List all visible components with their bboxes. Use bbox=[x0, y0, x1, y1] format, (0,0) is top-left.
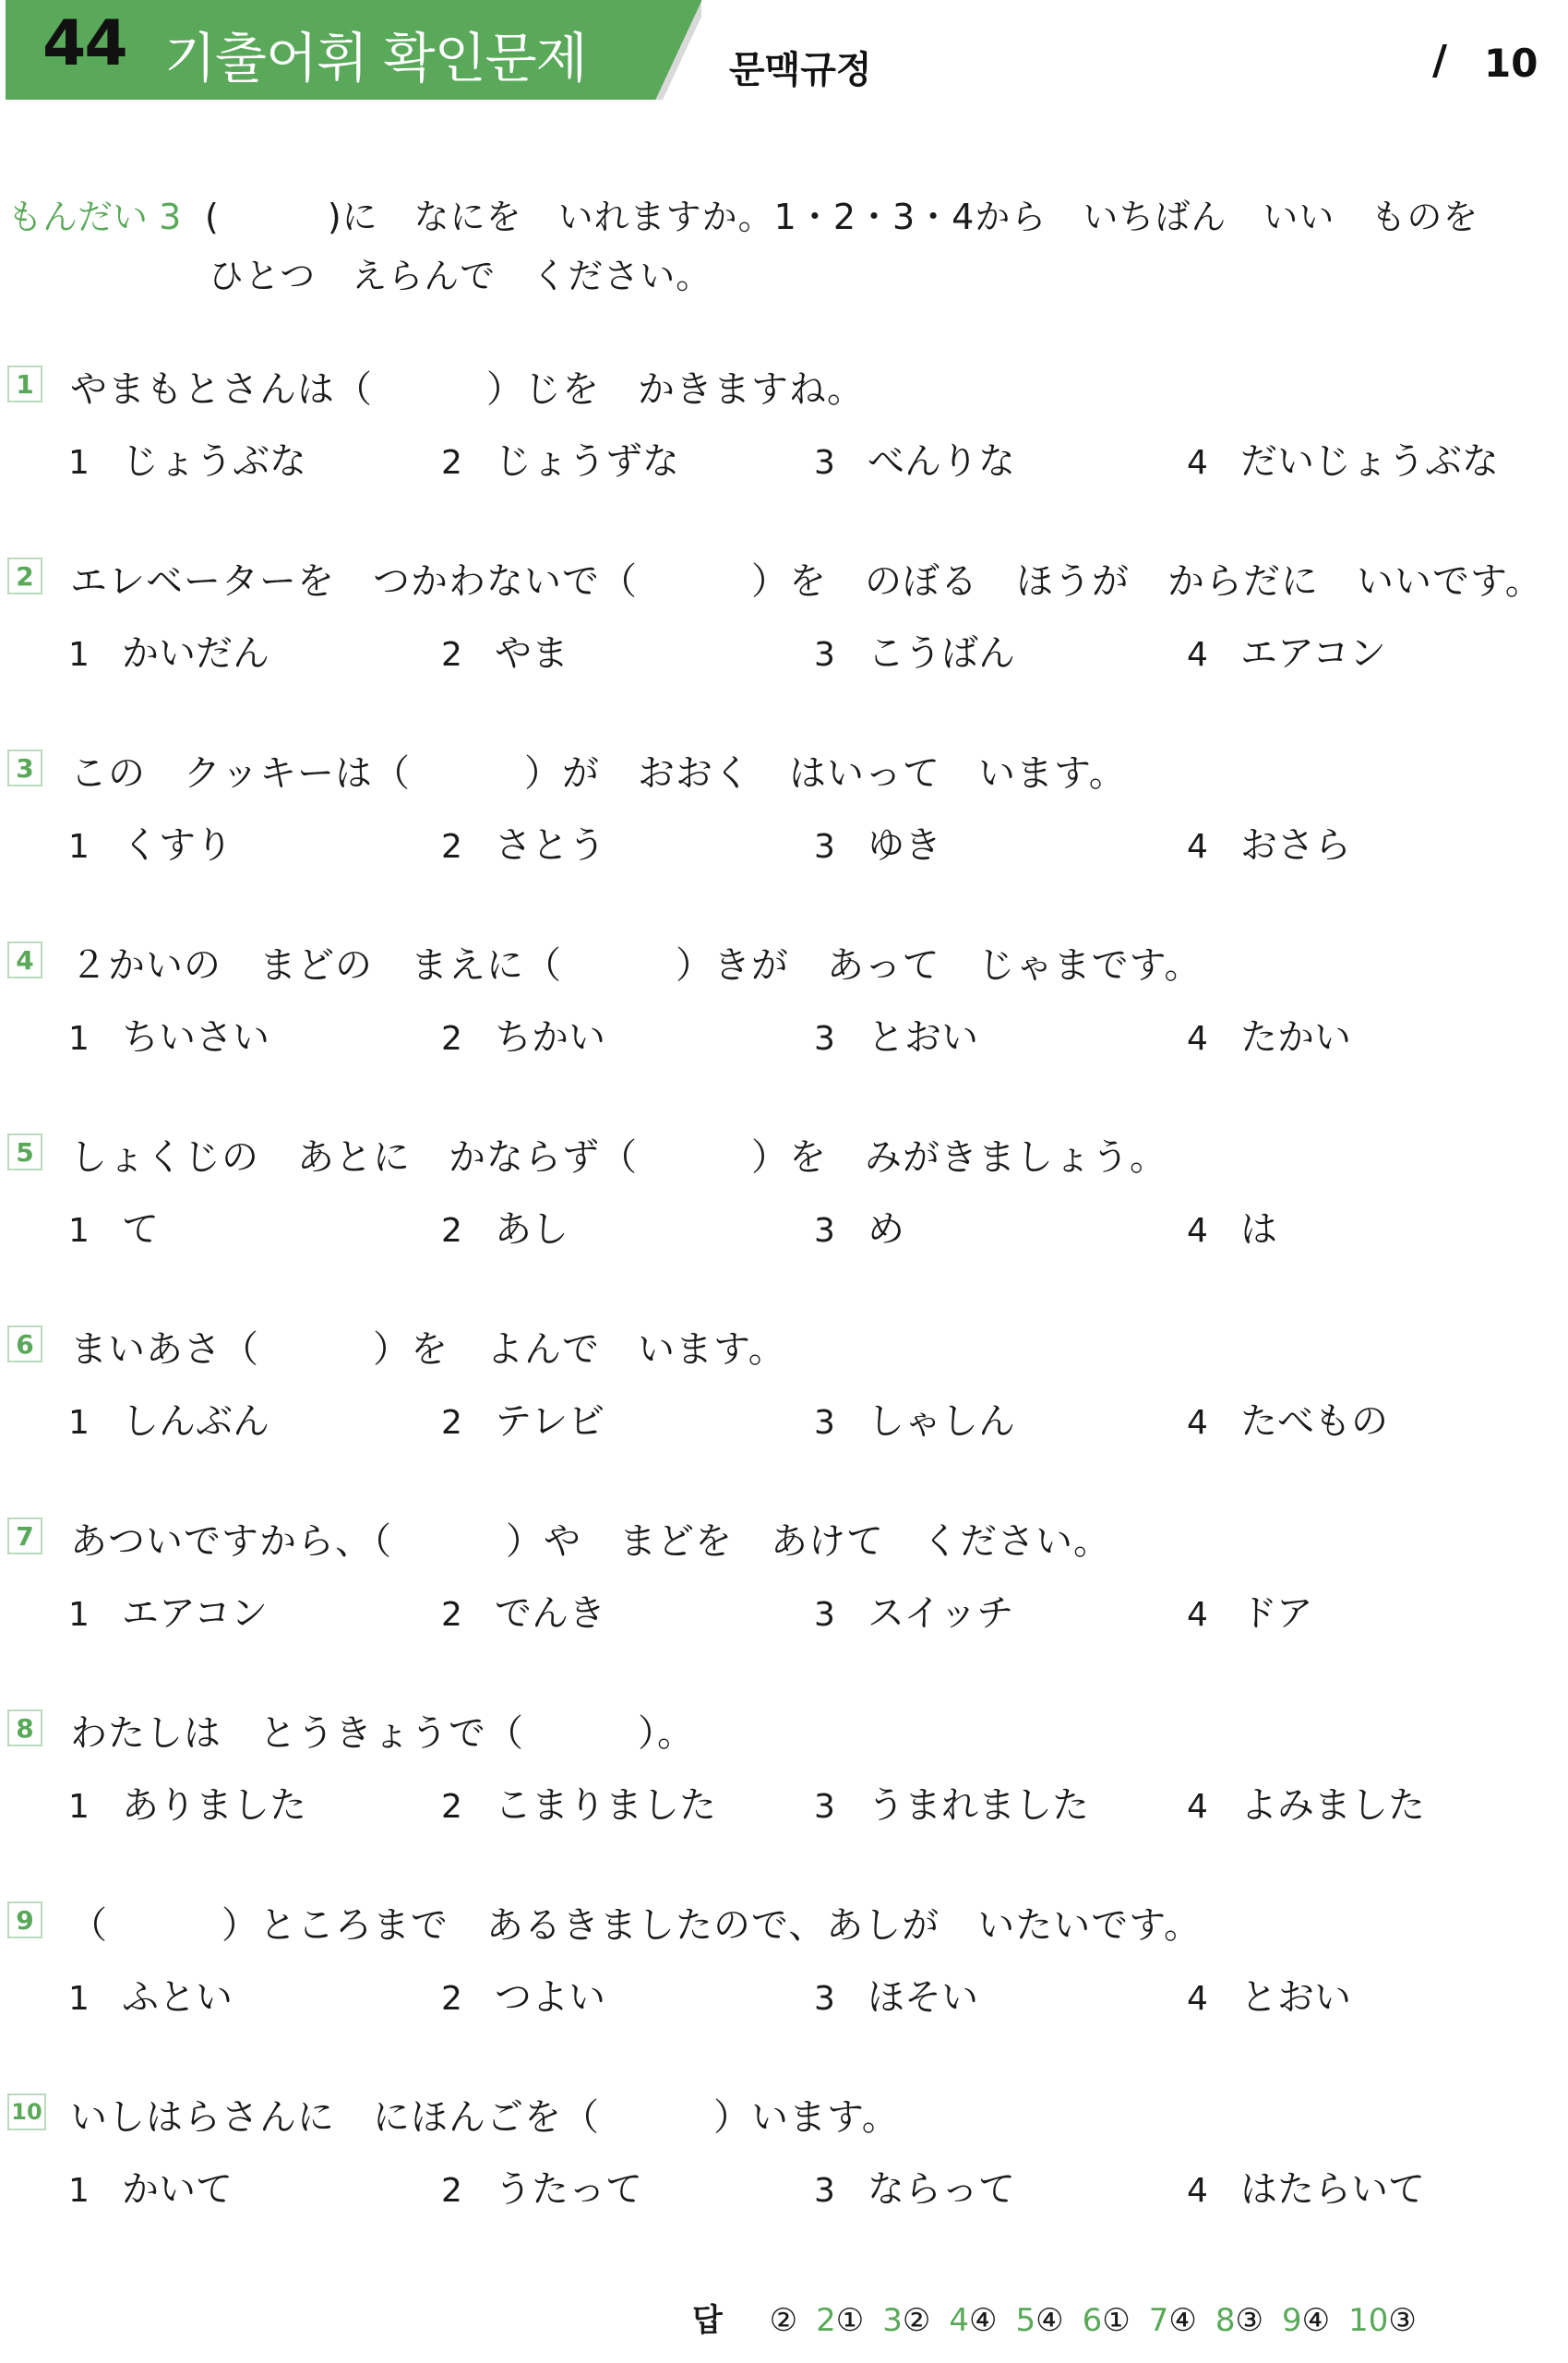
answer-item-number: 2 bbox=[816, 2302, 836, 2339]
option-number: 1 bbox=[68, 1404, 90, 1442]
instruction-line-2: ひとつ えらんで ください。 bbox=[209, 256, 712, 296]
question-number-badge: 5 bbox=[7, 1134, 42, 1170]
answer-item-choice: ④ bbox=[1168, 2302, 1197, 2339]
unit-number: 44 bbox=[42, 7, 126, 80]
option-text: うたって bbox=[495, 2168, 642, 2211]
answer-item bbox=[1016, 2302, 1064, 2339]
question-text: やまもとさんは（ ）じを かきますね。 bbox=[70, 368, 865, 411]
question-3 bbox=[0, 744, 1568, 901]
question-number-badge: 4 bbox=[7, 942, 42, 978]
option-2[interactable] bbox=[441, 1008, 605, 1061]
option-number: 1 bbox=[68, 1020, 90, 1058]
question-number-badge: 10 bbox=[7, 2093, 46, 2130]
question-text: （ ）ところまで あるきましたので、あしが いたいです。 bbox=[70, 1904, 1202, 1947]
answer-key-items bbox=[770, 2302, 1435, 2339]
option-number: 1 bbox=[68, 828, 90, 866]
option-2[interactable] bbox=[441, 816, 605, 869]
answer-item-number: 10 bbox=[1348, 2302, 1389, 2339]
option-3[interactable] bbox=[814, 1968, 978, 2021]
option-text: スイッチ bbox=[868, 1592, 1014, 1635]
answer-item-number: 5 bbox=[1015, 2302, 1036, 2339]
answer-item-choice: ② bbox=[769, 2302, 798, 2339]
option-4[interactable] bbox=[1187, 2160, 1425, 2213]
option-text: ちいさい bbox=[122, 1016, 269, 1059]
option-text: エアコン bbox=[1240, 632, 1386, 675]
option-number: 2 bbox=[441, 1020, 462, 1058]
answer-item-number: 4 bbox=[949, 2302, 970, 2339]
option-3[interactable] bbox=[814, 816, 941, 869]
option-number: 2 bbox=[441, 1788, 462, 1826]
option-text: とおい bbox=[868, 1016, 978, 1059]
option-number: 3 bbox=[814, 1596, 835, 1634]
option-2[interactable] bbox=[441, 1200, 569, 1253]
option-text: じょうずな bbox=[495, 440, 679, 483]
answer-item-choice: ④ bbox=[1301, 2302, 1331, 2339]
option-number: 2 bbox=[441, 636, 462, 674]
option-1[interactable] bbox=[68, 1200, 159, 1253]
option-number: 2 bbox=[441, 2172, 462, 2210]
option-number: 3 bbox=[814, 1404, 835, 1442]
option-2[interactable] bbox=[441, 1968, 605, 2021]
option-text: エアコン bbox=[122, 1592, 268, 1635]
question-text: エレベーターを つかわないで（ ）を のぼる ほうが からだに いいです。 bbox=[70, 560, 1543, 603]
answer-item bbox=[816, 2302, 864, 2339]
option-text: かいだん bbox=[122, 632, 269, 675]
option-1[interactable] bbox=[68, 624, 269, 677]
option-text: おさら bbox=[1240, 824, 1351, 867]
option-2[interactable] bbox=[441, 432, 679, 485]
answer-item bbox=[882, 2302, 930, 2339]
option-text: たべもの bbox=[1240, 1400, 1388, 1443]
question-text: ２かいの まどの まえに（ ）きが あって じゃまです。 bbox=[70, 944, 1203, 987]
question-number-badge: 7 bbox=[7, 1517, 42, 1554]
option-number: 1 bbox=[68, 2172, 90, 2210]
option-number: 1 bbox=[68, 1980, 90, 2018]
question-number-badge: 2 bbox=[7, 558, 42, 594]
question-text: わたしは とうきょうで（ ）。 bbox=[70, 1712, 695, 1755]
question-number-badge: 1 bbox=[7, 366, 42, 402]
option-text: ならって bbox=[868, 2168, 1015, 2211]
instruction-label: もんだい 3 bbox=[7, 197, 182, 237]
answer-item bbox=[949, 2302, 997, 2339]
option-number: 4 bbox=[1187, 1020, 1208, 1058]
option-4[interactable] bbox=[1187, 1968, 1351, 2021]
option-number: 3 bbox=[814, 828, 835, 866]
option-text: かいて bbox=[122, 2168, 233, 2211]
unit-title: 기출어휘 확인문제 bbox=[164, 27, 587, 90]
option-text: ふとい bbox=[122, 1976, 233, 2019]
option-text: くすり bbox=[122, 824, 233, 867]
question-number-badge: 3 bbox=[7, 750, 42, 786]
option-text: はたらいて bbox=[1240, 2168, 1425, 2211]
answer-item-choice: ④ bbox=[969, 2302, 998, 2339]
answer-item-choice: ① bbox=[835, 2302, 865, 2339]
option-2[interactable] bbox=[441, 1584, 605, 1637]
question-2 bbox=[0, 552, 1568, 709]
option-2[interactable] bbox=[441, 1392, 604, 1445]
option-number: 1 bbox=[68, 1596, 90, 1634]
option-1[interactable] bbox=[68, 1008, 269, 1061]
option-number: 2 bbox=[441, 1980, 462, 2018]
question-text: しょくじの あとに かならず（ ）を みがきましょう。 bbox=[70, 1136, 1167, 1179]
option-1[interactable] bbox=[68, 1968, 233, 2021]
answer-item-choice: ① bbox=[1102, 2302, 1131, 2339]
answer-item-choice: ③ bbox=[1235, 2302, 1264, 2339]
option-text: て bbox=[122, 1208, 159, 1251]
question-8 bbox=[0, 1704, 1568, 1861]
answer-item-choice: ④ bbox=[1035, 2302, 1064, 2339]
option-number: 3 bbox=[814, 1020, 835, 1058]
question-text: あついですから、（ ）や まどを あけて ください。 bbox=[70, 1520, 1111, 1563]
option-text: よみました bbox=[1240, 1784, 1425, 1827]
answer-item bbox=[770, 2302, 797, 2339]
option-number: 2 bbox=[441, 1596, 462, 1634]
answer-item bbox=[1215, 2302, 1263, 2339]
option-3[interactable] bbox=[814, 1776, 1089, 1829]
answer-item bbox=[1282, 2302, 1330, 2339]
option-text: しんぶん bbox=[122, 1400, 269, 1443]
section-label: 문맥규정 bbox=[729, 49, 872, 91]
option-3[interactable] bbox=[814, 1584, 1013, 1637]
option-text: は bbox=[1240, 1208, 1277, 1251]
option-text: やま bbox=[495, 632, 569, 675]
option-1[interactable] bbox=[68, 1776, 306, 1829]
option-number: 2 bbox=[441, 444, 462, 482]
answer-key-label: 답 bbox=[692, 2302, 723, 2339]
option-number: 3 bbox=[814, 2172, 835, 2210]
option-text: たかい bbox=[1240, 1016, 1351, 1059]
option-4[interactable] bbox=[1187, 1776, 1425, 1829]
option-4[interactable] bbox=[1187, 1392, 1388, 1445]
option-1[interactable] bbox=[68, 816, 233, 869]
answer-item-choice: ③ bbox=[1388, 2302, 1417, 2339]
option-text: ドア bbox=[1240, 1592, 1313, 1635]
answer-item bbox=[1149, 2302, 1197, 2339]
option-number: 1 bbox=[68, 444, 90, 482]
option-4[interactable] bbox=[1187, 624, 1386, 677]
option-3[interactable] bbox=[814, 2160, 1015, 2213]
option-number: 1 bbox=[68, 636, 90, 674]
option-number: 3 bbox=[814, 1788, 835, 1826]
score-total: 10 bbox=[1484, 41, 1538, 86]
question-9 bbox=[0, 1896, 1568, 2053]
question-5 bbox=[0, 1128, 1568, 1285]
option-text: じょうぶな bbox=[122, 440, 306, 483]
question-text: いしはらさんに にほんごを（ ）います。 bbox=[70, 2096, 900, 2139]
question-10 bbox=[0, 2088, 1568, 2245]
option-text: テレビ bbox=[495, 1400, 605, 1443]
answer-item-number: 8 bbox=[1215, 2302, 1236, 2339]
answer-item-number: 7 bbox=[1148, 2302, 1169, 2339]
page-header bbox=[0, 0, 1568, 102]
option-3[interactable] bbox=[814, 1008, 978, 1061]
option-number: 3 bbox=[814, 444, 835, 482]
option-text: ゆき bbox=[868, 824, 941, 867]
answer-key bbox=[692, 2295, 1435, 2340]
option-number: 4 bbox=[1187, 1980, 1208, 2018]
option-number: 1 bbox=[68, 1212, 90, 1250]
option-4[interactable] bbox=[1187, 1008, 1351, 1061]
option-number: 2 bbox=[441, 828, 462, 866]
answer-item bbox=[1348, 2302, 1417, 2339]
option-1[interactable] bbox=[68, 432, 306, 485]
question-1 bbox=[0, 360, 1568, 517]
question-number-badge: 6 bbox=[7, 1325, 42, 1362]
option-number: 4 bbox=[1187, 1212, 1208, 1250]
option-number: 4 bbox=[1187, 1404, 1208, 1442]
option-3[interactable] bbox=[814, 432, 1015, 485]
option-1[interactable] bbox=[68, 2160, 233, 2213]
option-text: でんき bbox=[495, 1592, 605, 1635]
option-text: こまりました bbox=[495, 1784, 716, 1827]
option-text: ちかい bbox=[495, 1016, 605, 1059]
option-2[interactable] bbox=[441, 624, 569, 677]
question-number-badge: 8 bbox=[7, 1709, 42, 1746]
answer-item-number: 6 bbox=[1082, 2302, 1103, 2339]
answer-item-number: 9 bbox=[1282, 2302, 1302, 2339]
option-number: 4 bbox=[1187, 1596, 1208, 1634]
option-text: だいじょうぶな bbox=[1240, 440, 1499, 483]
option-number: 3 bbox=[814, 1980, 835, 2018]
header-banner-edge bbox=[646, 0, 701, 100]
option-2[interactable] bbox=[441, 1776, 716, 1829]
option-text: つよい bbox=[495, 1976, 605, 2019]
option-text: ありました bbox=[122, 1784, 306, 1827]
option-number: 3 bbox=[814, 1212, 835, 1250]
option-number: 4 bbox=[1187, 1788, 1208, 1826]
option-text: うまれました bbox=[868, 1784, 1089, 1827]
option-number: 4 bbox=[1187, 636, 1208, 674]
option-4[interactable] bbox=[1187, 1200, 1277, 1253]
answer-item-choice: ② bbox=[902, 2302, 931, 2339]
option-4[interactable] bbox=[1187, 432, 1499, 485]
option-number: 2 bbox=[441, 1212, 462, 1250]
question-text: まいあさ（ ）を よんで います。 bbox=[70, 1328, 786, 1371]
option-3[interactable] bbox=[814, 1392, 1015, 1445]
instruction-line-1: ( )に なにを いれますか。1・2・3・4から いちばん いい ものを bbox=[205, 197, 1479, 237]
answer-item bbox=[1083, 2302, 1131, 2339]
option-number: 4 bbox=[1187, 2172, 1208, 2210]
option-1[interactable] bbox=[68, 1392, 269, 1445]
question-text: この クッキーは（ ）が おおく はいって います。 bbox=[70, 752, 1127, 795]
option-text: しゃしん bbox=[868, 1400, 1015, 1443]
question-6 bbox=[0, 1320, 1568, 1477]
option-text: さとう bbox=[495, 824, 605, 867]
answer-item-number: 3 bbox=[882, 2302, 903, 2339]
question-4 bbox=[0, 936, 1568, 1093]
option-number: 1 bbox=[68, 1788, 90, 1826]
option-text: こうばん bbox=[868, 632, 1015, 675]
option-2[interactable] bbox=[441, 2160, 642, 2213]
option-text: べんりな bbox=[868, 440, 1015, 483]
question-number-badge: 9 bbox=[7, 1901, 42, 1938]
option-number: 2 bbox=[441, 1404, 462, 1442]
option-text: とおい bbox=[1240, 1976, 1351, 2019]
option-3[interactable] bbox=[814, 1200, 904, 1253]
option-text: め bbox=[868, 1208, 904, 1251]
option-number: 4 bbox=[1187, 828, 1208, 866]
option-4[interactable] bbox=[1187, 816, 1351, 869]
option-text: ほそい bbox=[868, 1976, 978, 2019]
option-number: 4 bbox=[1187, 444, 1208, 482]
option-3[interactable] bbox=[814, 624, 1015, 677]
question-7 bbox=[0, 1512, 1568, 1669]
option-1[interactable] bbox=[68, 1584, 268, 1637]
score-slash: / bbox=[1432, 37, 1448, 84]
option-text: あし bbox=[495, 1208, 569, 1251]
option-4[interactable] bbox=[1187, 1584, 1313, 1637]
option-number: 3 bbox=[814, 636, 835, 674]
